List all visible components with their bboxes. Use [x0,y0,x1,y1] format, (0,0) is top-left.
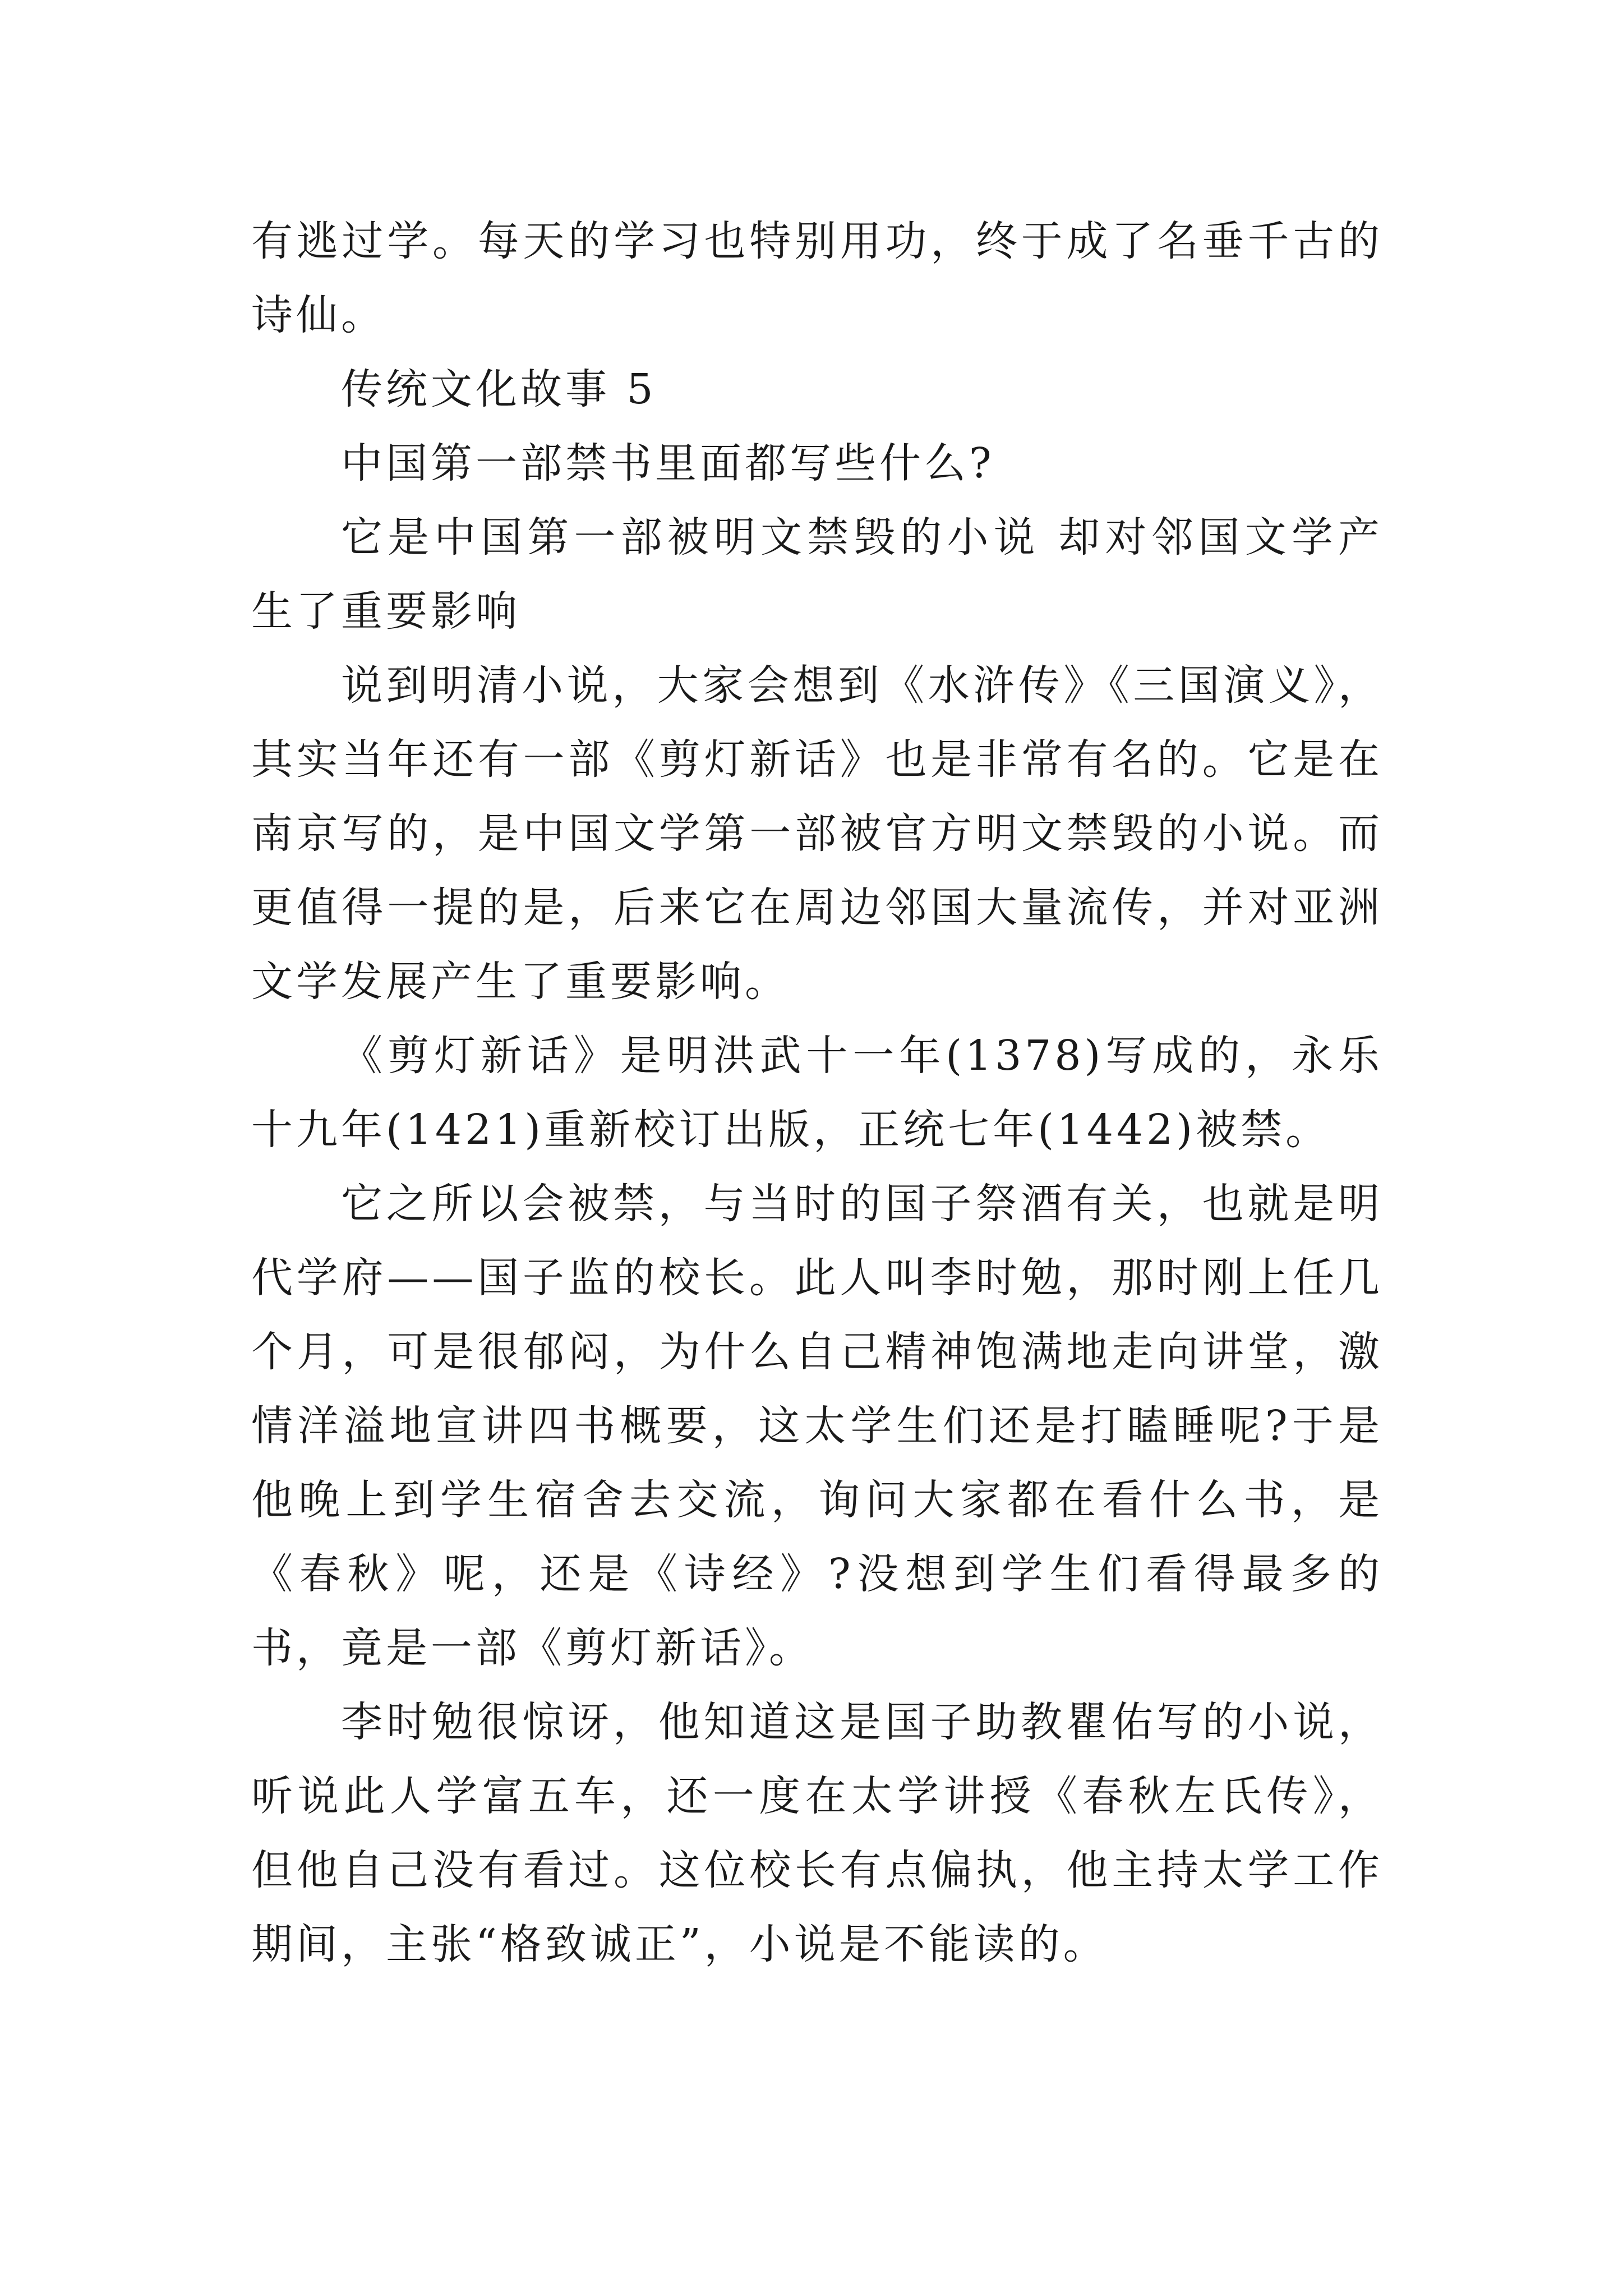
paragraph-5: 说到明清小说，大家会想到《水浒传》《三国演义》，其实当年还有一部《剪灯新话》也是非常有名的。它是在南京写的，是中国文学第一部被官方明文禁毁的小说。而更值得一提的是，后来它在周边邻国大量流传，并对亚洲文学发展产生了重要影响。 [251,661,1383,1006]
paragraph-7: 它之所以会被禁，与当时的国子祭酒有关，也就是明代学府——国子监的校长。此人叫李时勉，那时刚上任几个月，可是很郁闷，为什么自己精神饱满地走向讲堂，激情洋溢地宣讲四书概要，这太学生们还是打瞌睡呢?于是他晚上到学生宿舍去交流，询问大家都在看什么书，是《春秋》呢，还是《诗经》?没想到学生们看得最多的书，竟是一部《剪灯新话》。 [251,1180,1383,1672]
document-body [251,204,1383,1981]
paragraph-3-question: 中国第一部禁书里面都写些什么? [341,439,995,487]
paragraph-2-heading: 传统文化故事 5 [341,365,657,413]
paragraph-8: 李时勉很惊讶，他知道这是国子助教瞿佑写的小说，听说此人学富五车，还一度在太学讲授《春秋左氏传》，但他自己没有看过。这位校长有点偏执，他主持太学工作期间，主张“格致诚正”，小说是不能读的。 [251,1698,1383,1968]
paragraph-4-subtitle: 它是中国第一部被明文禁毁的小说 却对邻国文学产生了重要影响 [251,513,1383,636]
paragraph-6: 《剪灯新话》是明洪武十一年(1378)写成的，永乐十九年(1421)重新校订出版，正统七年(1442)被禁。 [251,1032,1383,1154]
paragraph-1: 有逃过学。每天的学习也特别用功，终于成了名垂千古的诗仙。 [251,217,1383,339]
